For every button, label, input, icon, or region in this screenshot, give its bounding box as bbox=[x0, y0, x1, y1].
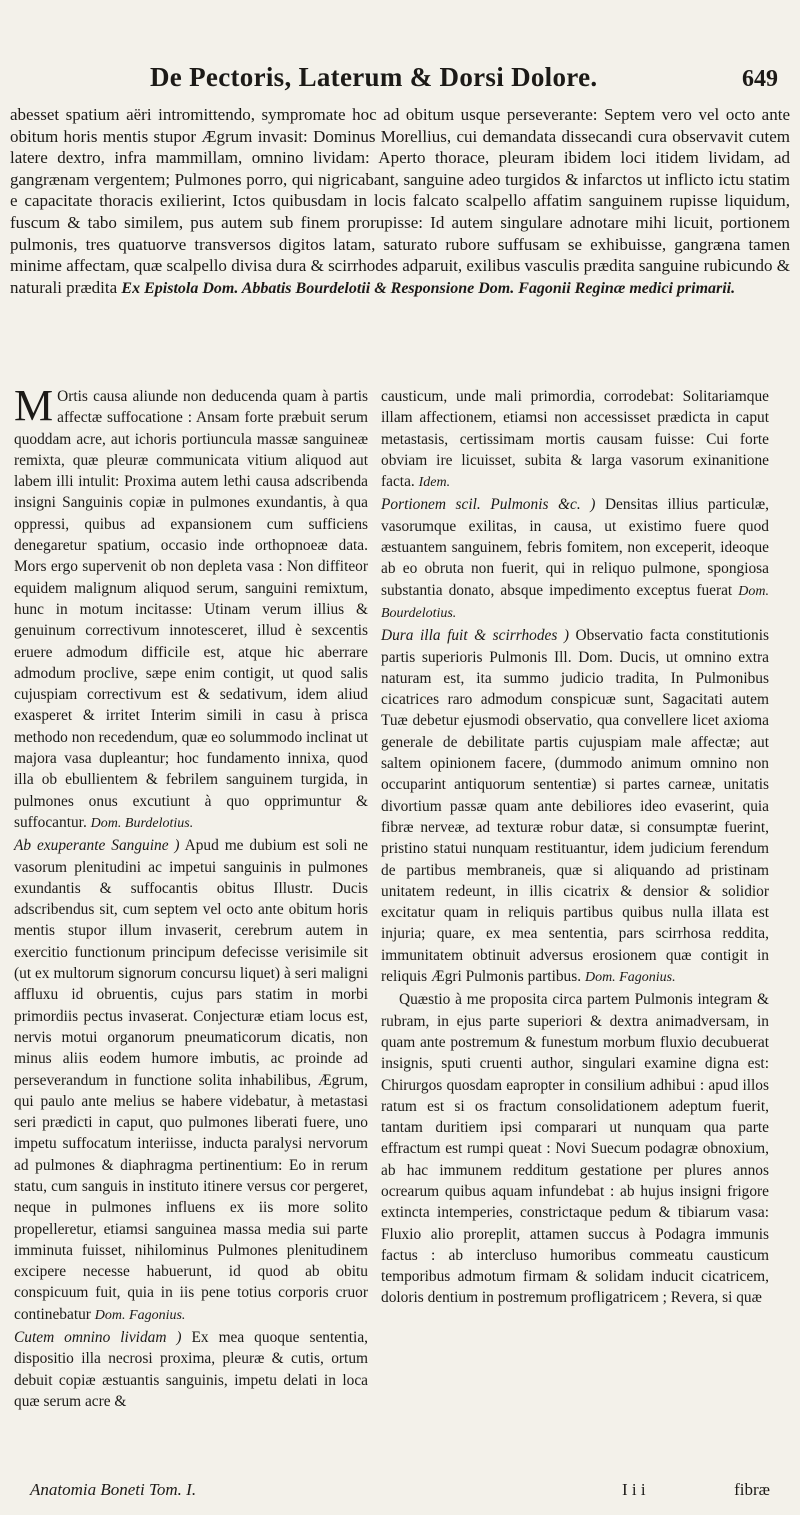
right-paragraph-2-lemma: Portionem scil. Pulmonis &c. ) bbox=[381, 496, 596, 514]
intro-source: Ex Epistola Dom. Abbatis Bourdelotii & Responsione Dom. Fagonii Reginæ medici primarii. bbox=[121, 279, 736, 297]
left-paragraph-1-attribution: Dom. Burdelotius. bbox=[90, 815, 194, 831]
left-paragraph-1-text: Ortis causa aliunde non deducenda quam à partis affectæ suffocatione : Ansam forte præbuit serum quoddam acre, aut ichoris portiuncula massæ sanguineæ remixta, quæ pleuræ communicata vitium aliquod aut labem illi intulit: Proxima autem lethi causa adscribenda insigni Sanguinis copiæ in pulmones exundantis, à qua oppressi, quibus ad expansionem cum sufficiens denegaretur spatium, occasio inde orthopnoeæ data. Mors ergo supervenit ob non depleta vasa : Non diffiteor equidem malignum aliquod serum, sanguini remixtum, hunc in motum incitasse: Utinam verum illius & genuinum correctivum innotesceret, illud è sexcentis eruere admodum difficile est, atque hic aberrare admodum proclive, sæpe enim contigit, ut quod salis cujuspiam correctivum est & sedativum, idem aliud exasperet & irritet Interim simili in casu à prisca methodo non recedendum, quæ eo solummodo inclinat ut majora vasa dupleantur; hoc fundamento innixa, quod illa ob ebullientem & febrilem sanguinem turgida, in pulmones onus excutiunt à quo opprimuntur & suffocantur. bbox=[14, 388, 368, 831]
right-paragraph-3-lemma: Dura illa fuit & scirrhodes ) bbox=[381, 627, 570, 645]
right-paragraph-3-text: Observatio facta constitutionis partis superioris Pulmonis Ill. Dom. Ducis, ut omnino extra naturam est, ita summo judicio tradita, In Pulmonibus cicatrices raro admodum conspicuæ sunt, Sagacitati autem Tuæ debetur ejusmodi observatio, qua convellere licet axioma generale de debilitate partis cujuspiam male affectæ; aut saltem opinionem facere, (dummodo animum omnino non occuparint antiquorum sententiæ) si partes carneæ, unitatis divortium passæ quam ante debiliores ideo evaserint, quia fibræ nerveæ, ad texturæ robur datæ, si consumptæ fuerint, pristino statui nunquam restituantur, idem judicium ferendum de partibus membraneis, quæ si aliquando ad pristinam unitatem redeunt, in illis cicatrix & densior & solidior excitatur quam in reliquis partibus quibus nulla illata est injuria; quare, ex mea sententia, pars scirrhosa reddita, immunitatem obtinuit adversus erosionem quæ contigit in reliquis Ægri Pulmonis partibus. bbox=[381, 627, 769, 986]
page-number: 649 bbox=[742, 66, 778, 92]
signature-mark: I i i bbox=[622, 1480, 646, 1499]
left-paragraph-2-lemma: Ab exuperante Sanguine ) bbox=[14, 837, 180, 855]
left-paragraph-2-attribution: Dom. Fagonius. bbox=[94, 1307, 186, 1323]
left-paragraph-3 bbox=[14, 1327, 368, 1412]
right-paragraph-4-text: Quæstio à me proposita circa partem Pulmonis integram & rubram, in ejus parte superiori & dextra animadversam, in quam ante postremum & funestum morbum fluxio decubuerat insignis, sputi cruenti author, singulari examine digna est: Chirurgos quosdam eapropter in consilium adhibui : apud illos ratum est si os fractum consolidationem adeptum fuerit, tantam duritiem ipsi comparari ut nunquam qua parte effractum est rumpi queat : Novi Suecum podagræ obnoxium, ab hac immunem redditum gestatione per plures annos ocrearum quibus aquam infundebat : ab hujus insigni frigore extincta intemperies, constrictaque pedum & tibiarum vasa: Fluxio alio proreplit, attamen succus à Podagra immunis factus : ab intercluso humoribus commeatu causticum temporibus admotum firmam & solidam inducit cicatricem, doloris dentium in postremum profligatricem ; Revera, si quæ bbox=[381, 991, 769, 1307]
right-column bbox=[381, 386, 769, 1310]
right-paragraph-1-attribution: Idem. bbox=[418, 475, 451, 491]
right-paragraph-4 bbox=[381, 989, 769, 1308]
drop-capital: M bbox=[14, 381, 54, 430]
right-paragraph-3 bbox=[381, 625, 769, 988]
footer-book-reference: Anatomia Boneti Tom. I. bbox=[30, 1480, 197, 1499]
left-paragraph-2 bbox=[14, 835, 368, 1326]
left-paragraph-1 bbox=[14, 381, 368, 834]
left-paragraph-3-text: Ex mea quoque sententia, dispositio illa necrosi proxima, pleuræ & cutis, ortum debuit copiæ æstuantis sanguinis, impetu delati in loca quæ serum acre & bbox=[14, 1329, 368, 1410]
catchword: fibræ bbox=[734, 1480, 770, 1499]
page-header bbox=[0, 62, 800, 102]
left-paragraph-2-text: Apud me dubium est soli ne vasorum plenitudini ac impetui sanguinis in pulmones exundantis & suffocantis obitus Illustr. Ducis adscribendus sit, cum septem vel octo ante obitum horis mentis stupor illum invaserit, cerebrum autem in exercitio functionum principum defecisse verisimile sit (ut ex multorum signorum concursu liquet) à seri maligni affluxu id obruentis, cujus pars statim in morbi primordiis pectus invaserat. Conjecturæ etiam locus est, nervis motui organorum pneumaticorum dicatis, non minus aliis eodem humore imbutis, ac proinde ad perseverandum in functione solita inhabilibus, Ægrum, qui paulo ante melius se habere videbatur, à metastasi seri prædicti in caput, quo pulmones liberati fuere, uno impetu suffocatum interiisse, inducta paralysi nervorum ad pulmones & diaphragma pertinentium: Eo in rerum statu, cum sanguis in instituto itinere versus cor pergeret, neque in pulmones influens ex iis more solito propelleretur, etiamsi sanguinea massa media sui parte imminuta fuisset, nihilominus Pulmones plenitudinem excipere necesse habuerunt, id quod ab obitu conspicuum fuit, quia in iis pene totius corporis cruor continebatur bbox=[14, 837, 368, 1323]
left-column bbox=[14, 381, 368, 1413]
left-paragraph-3-lemma: Cutem omnino lividam ) bbox=[14, 1329, 182, 1347]
right-paragraph-3-attribution: Dom. Fagonius. bbox=[584, 970, 676, 986]
right-paragraph-1 bbox=[381, 386, 769, 493]
page-footer bbox=[0, 1480, 800, 1510]
intro-paragraph bbox=[10, 104, 790, 299]
running-title: De Pectoris, Laterum & Dorsi Dolore. bbox=[150, 62, 598, 92]
right-paragraph-1-text: causticum, unde mali primordia, corrodebat: Solitariamque illam affectionem, etiamsi non accessisset prædicta in caput metastasis, certissimam mortis causam fuisse: Cui forte obviam ire licuisset, subita & larga vasorum exinanitione facta. bbox=[381, 388, 769, 491]
right-paragraph-2-attribution: Dom. Bourdelotius. bbox=[381, 583, 769, 621]
right-paragraph-2 bbox=[381, 494, 769, 624]
right-paragraph-2-text: Densitas illius particulæ, vasorumque exilitas, in causa, ut existimo fuere quod æstuantem sanguinem, febris fomitem, non exceperit, ideoque ab eo obruta non fuerit, qui in reliquo pulmone, spongiosa substantia donato, absque impedimento exceptus fuerat bbox=[381, 496, 769, 599]
intro-text: abesset spatium aëri intromittendo, sympromate hoc ad obitum usque perseverante: Septem vero vel octo ante obitum horis mentis stupor Ægrum invasit: Dominus Morellius, cui demandata dissecandi cura observavit cutem latere dextro, infra mammillam, omnino lividam: Aperto thorace, pleuram ibidem loci itidem lividam, ad gangrænam vergentem; Pulmones porro, qui nigricabant, sanguine adeo turgidos & infarctos ut inflicto ictu statim e capacitate thoracis exilierint, Ictos quibusdam in locis falcato scalpello affatim sanguinem rupisse liquidum, fuscum & tabo similem, pus autem sub finem prorupisse: Id autem singulare adnotare mihi licuit, portionem pulmonis, tres quatuorve transversos digitos latam, saturato rubore suffusam se exhibuisse, gangræna tamen minime affectam, quæ scalpello divisa dura & scirrhodes adparuit, exilibus vasculis prædita sanguine rubicundo & naturali prædita bbox=[10, 105, 790, 297]
